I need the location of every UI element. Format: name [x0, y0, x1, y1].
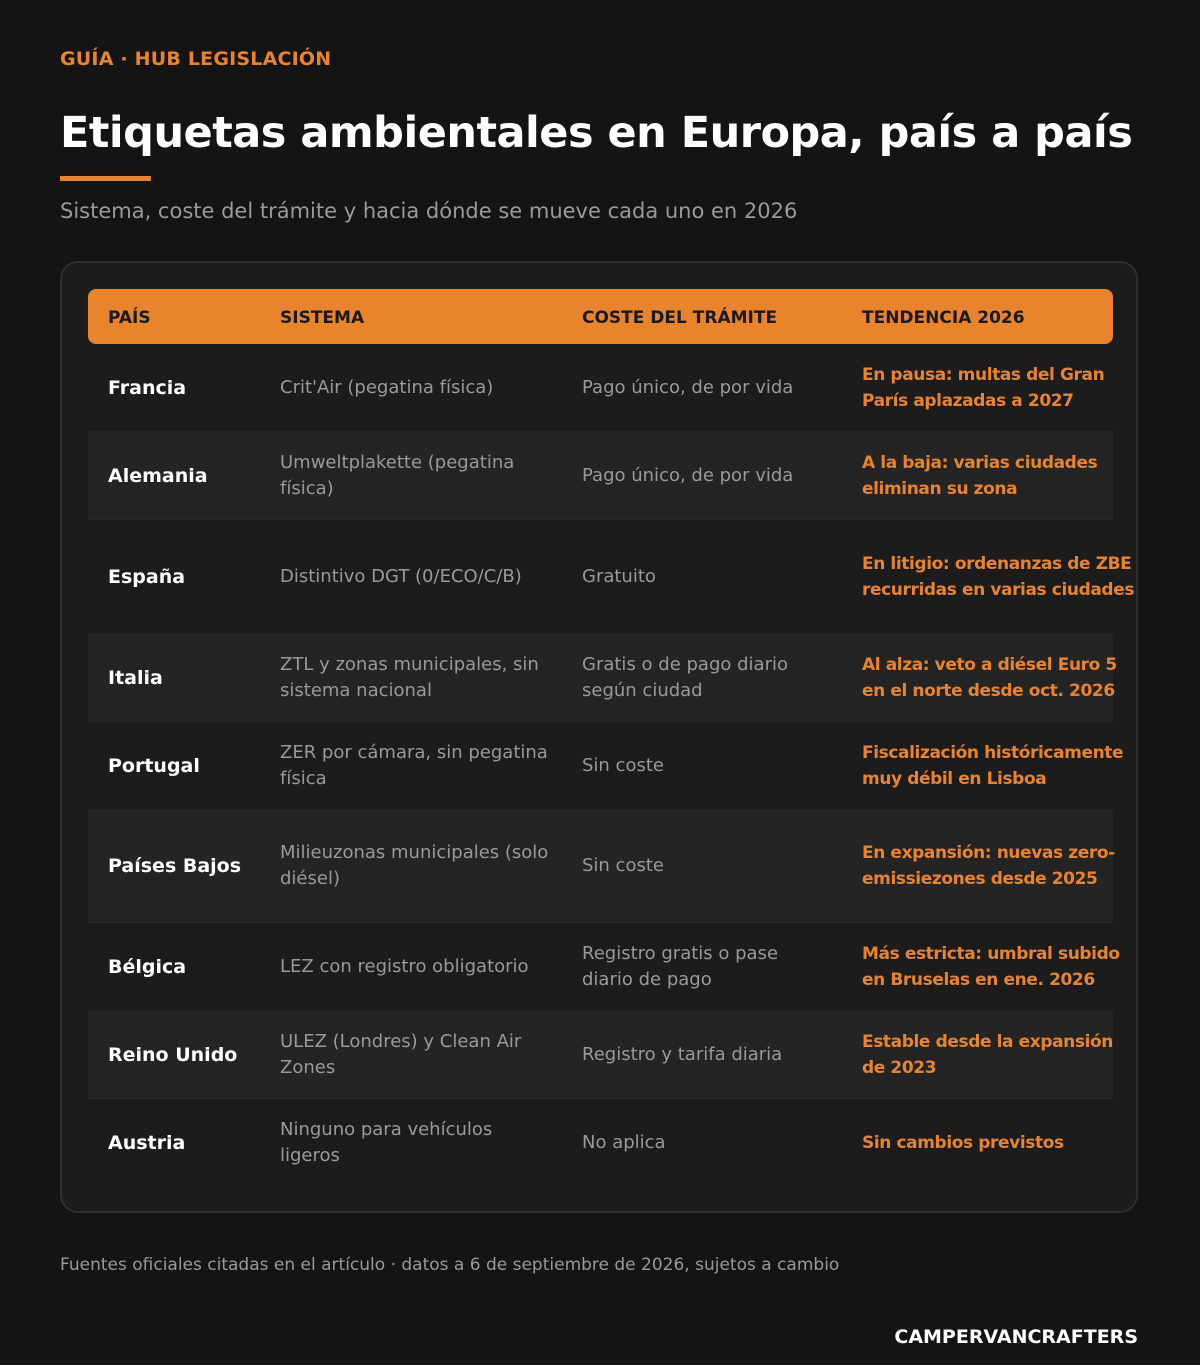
table-row	[88, 809, 1113, 923]
trend-cell: Más estricta: umbral subido en Bruselas en ene. 2026	[862, 943, 1120, 990]
cost-cell: No aplica	[582, 1132, 666, 1153]
cost-cell: Sin coste	[582, 855, 664, 876]
country-cell: Bélgica	[108, 955, 187, 978]
page-subtitle: Sistema, coste del trámite y hacia dónde se mueve cada uno en 2026	[60, 199, 798, 223]
trend-cell: En litigio: ordenanzas de ZBE recurridas en varias ciudades	[862, 553, 1135, 600]
cost-cell: Gratuito	[582, 565, 656, 587]
trend-cell: Sin cambios previstos	[862, 1133, 1064, 1153]
system-cell: Umweltplakette (pegatina física)	[280, 451, 515, 499]
brand-logo: CAMPERVANCRAFTERS	[894, 1326, 1138, 1348]
country-cell: Reino Unido	[108, 1043, 238, 1066]
trend-cell: Al alza: veto a diésel Euro 5 en el norte desde oct. 2026	[862, 654, 1117, 701]
column-header-system: SISTEMA	[280, 308, 365, 328]
table-row	[88, 1010, 1113, 1099]
system-cell: LEZ con registro obligatorio	[280, 955, 529, 977]
title-underline	[60, 176, 151, 181]
cost-cell: Registro y tarifa diaria	[582, 1043, 783, 1065]
page-title: Etiquetas ambientales en Europa, país a país	[60, 108, 1133, 158]
column-header-trend: TENDENCIA 2026	[862, 308, 1025, 328]
trend-cell: En pausa: multas del Gran París aplazadas a 2027	[862, 364, 1105, 411]
kicker: GUÍA · HUB LEGISLACIÓN	[60, 48, 332, 70]
sources-note: Fuentes oficiales citadas en el artículo · datos a 6 de septiembre de 2026, sujetos a cambio	[60, 1255, 840, 1275]
country-cell: Francia	[108, 376, 187, 399]
trend-cell: A la baja: varias ciudades eliminan su zona	[862, 452, 1098, 499]
table-row	[88, 923, 1120, 1010]
country-cell: Italia	[108, 666, 163, 689]
system-cell: Crit'Air (pegatina física)	[280, 376, 494, 398]
system-cell: Milieuzonas municipales (solo diésel)	[280, 842, 549, 889]
system-cell: Distintivo DGT (0/ECO/C/B)	[280, 565, 522, 587]
cost-cell: Pago único, de por vida	[582, 376, 794, 398]
cost-cell: Registro gratis o pase diario de pago	[582, 942, 779, 990]
trend-cell: En expansión: nuevas zero-emissiezones desde 2025	[862, 843, 1115, 889]
cost-cell: Gratis o de pago diario según ciudad	[582, 653, 788, 701]
table-row	[88, 722, 1124, 809]
table-row	[88, 344, 1113, 431]
column-header-country: PAÍS	[108, 308, 151, 328]
country-cell: España	[108, 565, 186, 588]
table-row	[88, 520, 1135, 633]
country-cell: Países Bajos	[108, 855, 242, 877]
table-row	[88, 1099, 1113, 1187]
country-cell: Austria	[108, 1132, 186, 1154]
column-header-cost: COSTE DEL TRÁMITE	[582, 308, 778, 328]
table-row	[88, 431, 1113, 520]
trend-cell: Estable desde la expansión de 2023	[862, 1031, 1113, 1078]
cost-cell: Pago único, de por vida	[582, 464, 794, 486]
system-cell: Ninguno para vehículos ligeros	[280, 1119, 493, 1166]
cost-cell: Sin coste	[582, 754, 664, 776]
trend-cell: Fiscalización históricamente muy débil en Lisboa	[862, 742, 1124, 789]
table-header	[88, 289, 1113, 344]
system-cell: ZER por cámara, sin pegatina física	[280, 741, 548, 789]
country-cell: Portugal	[108, 754, 200, 777]
table-row	[88, 633, 1117, 722]
country-cell: Alemania	[108, 464, 208, 487]
system-cell: ULEZ (Londres) y Clean Air Zones	[280, 1030, 522, 1078]
system-cell: ZTL y zonas municipales, sin sistema nacional	[280, 653, 539, 701]
